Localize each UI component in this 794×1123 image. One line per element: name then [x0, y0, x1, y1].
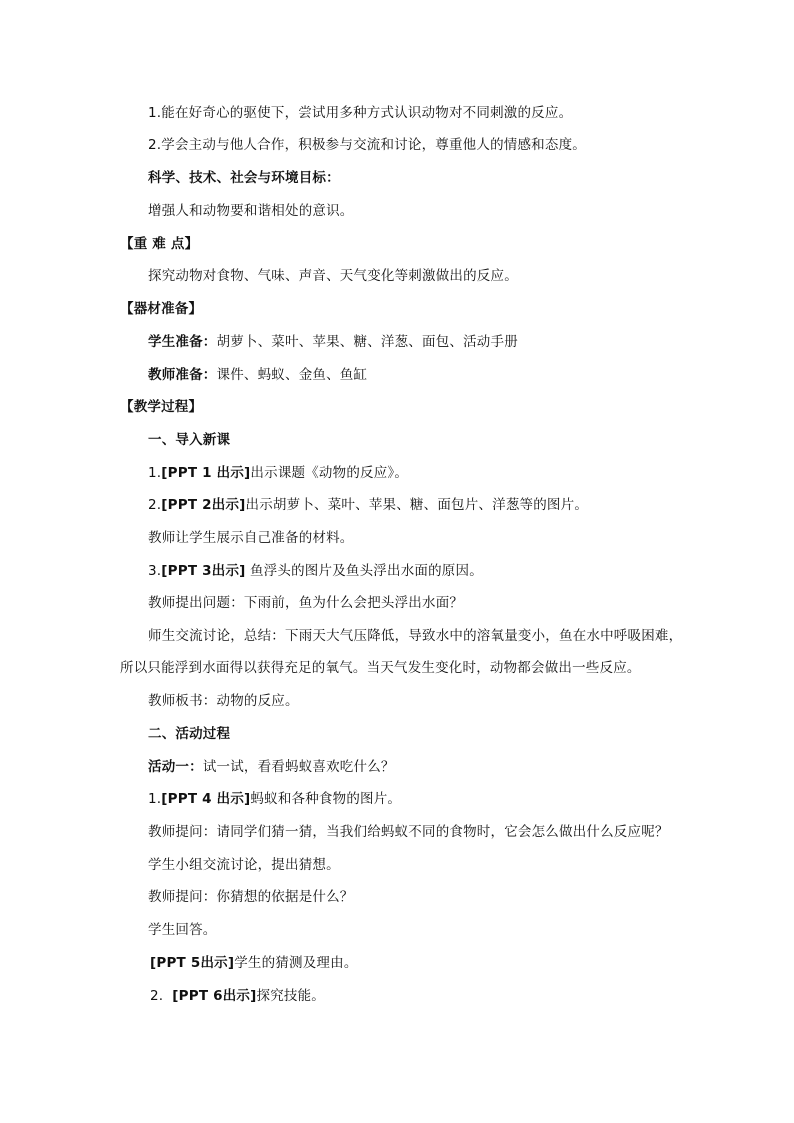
step-ppt-2: 2.[PPT 2出示]出示胡萝卜、菜叶、苹果、糖、面包片、洋葱等的图片。: [148, 497, 589, 513]
step-ppt-4: 1.[PPT 4 出示]蚂蚁和各种食物的图片。: [148, 791, 402, 807]
section-activity-heading: 二、活动过程: [148, 726, 231, 742]
ppt-3-tag: [PPT 3出示]: [161, 563, 246, 579]
step-ppt-6: 2. [PPT 6出示]探究技能。: [150, 988, 325, 1004]
ppt-5-tag: [PPT 5出示]: [150, 955, 235, 971]
teacher-board-note: 教师板书：动物的反应。: [148, 693, 299, 709]
section-intro-heading: 一、导入新课: [148, 432, 231, 448]
student-materials: 学生准备：胡萝卜、菜叶、苹果、糖、洋葱、面包、活动手册: [148, 334, 518, 350]
ppt-4-tag: [PPT 4 出示]: [161, 791, 251, 807]
teacher-materials-label: 教师准备：: [148, 367, 217, 383]
goal-item-2: 2.学会主动与他人合作，积极参与交流和讨论，尊重他人的情感和态度。: [148, 137, 586, 153]
activity-one-label: 活动一：: [148, 759, 203, 775]
student-materials-label: 学生准备：: [148, 334, 217, 350]
teacher-question-ant: 教师提问：请同学们猜一猜，当我们给蚂蚁不同的食物时，它会怎么做出什么反应呢？: [148, 824, 669, 840]
teacher-materials: 教师准备：课件、蚂蚁、金鱼、鱼缸: [148, 367, 368, 383]
student-group-discussion: 学生小组交流讨论，提出猜想。: [148, 857, 340, 873]
teacher-question-fish: 教师提出问题：下雨前，鱼为什么会把头浮出水面？: [148, 595, 464, 611]
step-ppt-1: 1.[PPT 1 出示]出示课题《动物的反应》。: [148, 465, 409, 481]
student-answer: 学生回答。: [148, 922, 217, 938]
process-heading: 【教学过程】: [120, 399, 203, 415]
sts-goal-heading: 科学、技术、社会与环境目标：: [148, 170, 340, 186]
ppt-2-tag: [PPT 2出示]: [161, 497, 246, 513]
step-ppt-5: [PPT 5出示]学生的猜测及理由。: [150, 955, 358, 971]
goal-item-1: 1.能在好奇心的驱使下，尝试用多种方式认识动物对不同刺激的反应。: [148, 105, 573, 121]
discussion-summary-line-1: 师生交流讨论，总结：下雨天大气压降低，导致水中的溶氧量变小，鱼在水中呼吸困难，: [148, 628, 683, 644]
materials-heading: 【器材准备】: [120, 301, 203, 317]
teacher-show-materials: 教师让学生展示自己准备的材料。: [148, 530, 354, 546]
discussion-summary-line-2: 所以只能浮到水面得以获得充足的氧气。当天气发生变化时，动物都会做出一些反应。: [120, 660, 641, 676]
activity-one: 活动一：试一试，看看蚂蚁喜欢吃什么？: [148, 759, 395, 775]
key-points-text: 探究动物对食物、气味、声音、天气变化等刺激做出的反应。: [148, 268, 518, 284]
key-points-heading: 【重 难 点】: [120, 236, 199, 252]
teacher-question-basis: 教师提问：你猜想的依据是什么？: [148, 889, 354, 905]
sts-goal-text: 增强人和动物要和谐相处的意识。: [148, 203, 354, 219]
ppt-6-tag: [PPT 6出示]: [172, 988, 257, 1004]
step-ppt-3: 3.[PPT 3出示] 鱼浮头的图片及鱼头浮出水面的原因。: [148, 563, 483, 579]
ppt-1-tag: [PPT 1 出示]: [161, 465, 251, 481]
